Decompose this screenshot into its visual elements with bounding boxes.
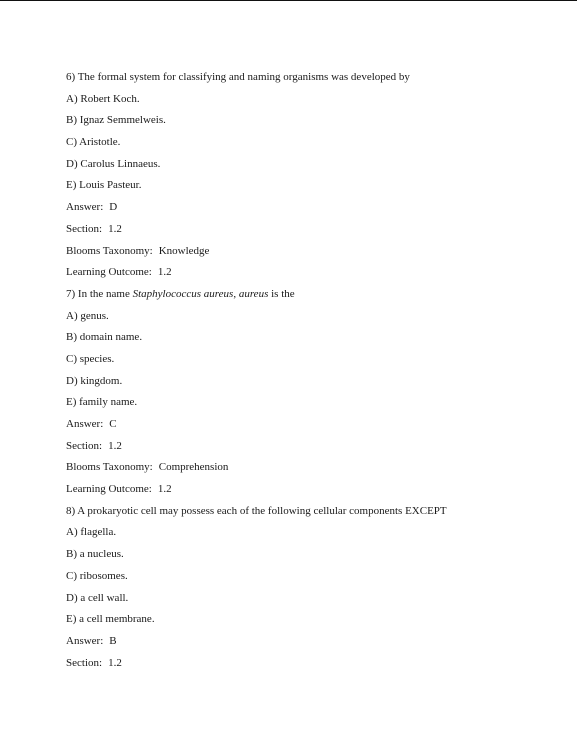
epithet-name: aureus [238,287,269,300]
outcome-value: 1.2 [157,483,172,496]
top-border-line [0,0,577,1]
question-8-option-c: C) ribosomes. [66,569,128,582]
outcome-label: Learning Outcome: [66,266,152,279]
answer-label: Answer: [66,634,104,647]
species-name: Staphylococcus aureus [132,287,234,300]
answer-label: Answer: [66,418,104,430]
question-6-blooms [66,241,566,263]
section-value: 1.2 [108,439,122,452]
blooms-label: Blooms Taxonomy: [66,461,153,474]
question-6-option-c: C) Aristotle. [66,136,121,149]
question-8-option-a: A) flagella. [66,526,117,539]
question-7-stem [66,284,566,306]
question-7-section [66,436,566,458]
question-7-blooms [66,457,566,479]
answer-value: B [109,634,117,647]
outcome-value: 1.2 [157,266,172,279]
stem-mid: , [233,287,239,300]
question-6-section [66,219,566,241]
answer-value: D [109,201,118,214]
question-8-option-e: E) a cell membrane. [66,613,155,626]
question-7-option-d: D) kingdom. [66,374,123,387]
question-6-option-e: E) Louis Pasteur. [66,179,142,192]
question-7-option-b: B) domain name. [66,331,143,344]
question-8-option-b: B) a nucleus. [66,548,124,561]
question-7-answer [66,414,566,436]
document-page [66,67,566,674]
section-value: 1.2 [108,656,122,669]
question-8-answer [66,631,566,653]
stem-suffix: is the [268,287,295,300]
section-label: Section: [66,222,103,235]
stem-prefix: 7) In the name [66,287,133,300]
question-6-outcome [66,262,566,284]
question-8-option-d: D) a cell wall. [66,591,129,604]
question-6-option-a: A) Robert Koch. [66,92,140,105]
section-value: 1.2 [108,222,122,235]
question-7-option-a: A) genus. [66,309,109,322]
outcome-label: Learning Outcome: [66,483,152,496]
question-8-stem: 8) A prokaryotic cell may possess each of the following cellular components EXCEPT [66,504,447,517]
question-6-answer [66,197,566,219]
question-6-stem: 6) The formal system for classifying and naming organisms was developed by [66,71,410,83]
blooms-value: Comprehension [158,461,229,474]
question-6-option-b: B) Ignaz Semmelweis. [66,114,166,127]
section-label: Section: [66,656,103,669]
blooms-label: Blooms Taxonomy: [66,244,153,257]
section-label: Section: [66,439,103,452]
question-8-section [66,653,566,675]
answer-value: C [109,418,117,430]
question-7-option-c: C) species. [66,352,115,365]
answer-label: Answer: [66,201,104,214]
question-7-option-e: E) family name. [66,396,138,409]
blooms-value: Knowledge [158,244,210,257]
question-7-outcome [66,479,566,501]
question-6-option-d: D) Carolus Linnaeus. [66,157,161,170]
